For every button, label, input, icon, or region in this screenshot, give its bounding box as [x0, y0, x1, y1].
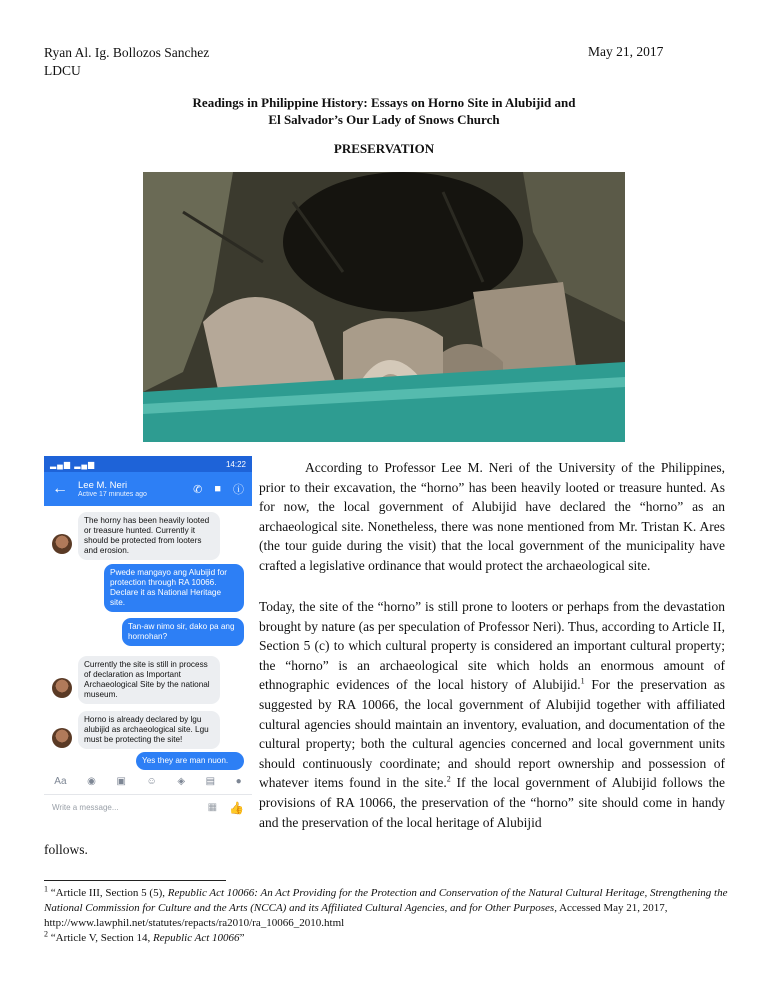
horno-site-photo — [143, 172, 625, 442]
gif-icon[interactable]: ▤ — [205, 775, 216, 787]
institution: LDCU — [44, 63, 81, 78]
message-incoming: Currently the site is still in process of declaration as Important Archaeological Site by the national museum. — [78, 656, 220, 704]
message-input-placeholder: Write a message... — [52, 803, 119, 812]
paragraph-2-part-a: Today, the site of the “horno” is still prone to looters or perhaps from the devastation brought by nature (as per speculation of Professor Neri). Thus, according to Article II, Section 5 (c) to which cultural property is considered an important cultural property; the “horno” is an archaeological site which holds an enormous amount of ethnographic evidences of the local history of Alubijid. — [259, 599, 725, 693]
paragraph-2-part-c: If the local government of Alubijid follows the provisions of RA 10066, the preservation of the “horno” site should come in handy and the preservation of the local heritage of Alubijid — [259, 775, 725, 830]
footnote-1-italic: Republic Act 10066: An Act Providing for the Protection and Conservation of the Natural Cultural Heritage, Strengthening the National Commission for Culture and the Arts (NCCA) and its Affiliated Cultural Agencies, and for Other Purposes, — [44, 887, 728, 914]
contact-info — [78, 480, 181, 498]
footnote-1-number: 1 — [44, 884, 48, 894]
message-input[interactable] — [44, 794, 252, 820]
author-name: Ryan Al. Ig. Bollozos Sanchez — [44, 45, 210, 60]
avatar — [52, 678, 72, 698]
footnote-1-text-b: Accessed May 21, 2017, http://www.lawphil.net/statutes/repacts/ra2010/ra_10066_2010.html — [44, 901, 668, 929]
chat-header — [44, 472, 252, 506]
footnote-2-text-b: ” — [239, 932, 245, 944]
info-icon[interactable]: ⓘ — [233, 484, 244, 496]
title-line-2: El Salvador’s Our Lady of Snows Church — [268, 112, 500, 127]
sticker-grid-icon[interactable]: ▦ — [207, 802, 218, 813]
message-incoming: The horny has been heavily looted or treasure hunted. Currently it should be protected from looters and erosion. — [78, 512, 220, 560]
like-thumb-icon[interactable]: 👍 — [229, 800, 244, 815]
gallery-icon[interactable]: ▣ — [116, 775, 126, 787]
game-icon[interactable]: ◈ — [177, 775, 186, 787]
footnote-ref-1: 1 — [580, 676, 585, 686]
message-outgoing: Tan-aw nimo sir, dako pa ang hornohan? — [122, 618, 244, 646]
footnote-ref-2: 2 — [446, 774, 451, 784]
composer-toolbar — [44, 770, 252, 792]
text-format-icon[interactable]: Aa — [54, 775, 67, 787]
footnote-2 — [44, 931, 728, 946]
footnote-1-text-a: “Article III, Section 5 (5), — [48, 887, 168, 899]
microphone-icon[interactable]: ● — [235, 775, 242, 787]
paragraph-2-tail: follows. — [44, 842, 88, 857]
avatar — [52, 534, 72, 554]
phone-call-icon[interactable]: ✆ — [193, 483, 203, 496]
signal-icon: ▂▄▆ ▂▄▆ — [50, 459, 96, 469]
footnote-2-italic: Republic Act 10066 — [153, 932, 240, 944]
paragraph-2-part-b: For the preservation as suggested by RA 10066, the local government of Alubijid together with affiliated cultural agencies should maintain an inventory, evaluation, and documentation of the cultural property; both the cultural agencies concerned and local government units should continuously coordinate; and should report ownership and possession of whatever items found in the site. — [259, 677, 725, 791]
section-heading: PRESERVATION — [333, 141, 435, 156]
back-arrow-icon[interactable]: ← — [52, 480, 68, 497]
header-left — [44, 44, 209, 80]
avatar — [52, 728, 72, 748]
camera-icon[interactable]: ◉ — [87, 775, 96, 787]
footnote-divider — [44, 880, 226, 881]
header-date: May 21, 2017 — [588, 44, 664, 59]
footnote-1 — [44, 886, 728, 930]
contact-name: Lee M. Neri — [78, 480, 128, 491]
contact-status: Active 17 minutes ago — [78, 491, 147, 498]
chat-thread — [44, 506, 252, 791]
paragraph-2 — [259, 597, 725, 832]
title-line-1: Readings in Philippine History: Essays on Horno Site in Alubijid and — [192, 95, 576, 110]
message-incoming: Horno is already declared by lgu alubijid as archaeological site. Lgu must be protecting the site! — [78, 711, 220, 749]
video-call-icon[interactable]: ■ — [214, 483, 221, 495]
message-outgoing: Pwede mangayo ang Alubijid for protection through RA 10066. Declare it as National Heritage site. — [104, 564, 244, 612]
footnote-2-text-a: “Article V, Section 14, — [48, 932, 153, 944]
emoji-icon[interactable]: ☺ — [146, 775, 157, 787]
status-time: 14:22 — [225, 459, 246, 469]
message-outgoing: Yes they are man nuon. — [136, 752, 244, 770]
footnote-2-number: 2 — [44, 929, 48, 939]
phone-status-bar — [44, 456, 252, 472]
document-title — [150, 94, 618, 128]
messenger-screenshot — [44, 456, 252, 826]
paragraph-1: According to Professor Lee M. Neri of the University of the Philippines, prior to their excavation, the “horno” has been heavily looted or treasure hunted. As for now, the local government of Alubijid have declared the “horno” as an archaeological site. Nonetheless, there was none mentioned from Mr. Tristan K. Ares (the tour guide during the visit) that the local government of the municipality have crafted a legislative ordinance that would protect the archaeological site. — [259, 460, 725, 573]
